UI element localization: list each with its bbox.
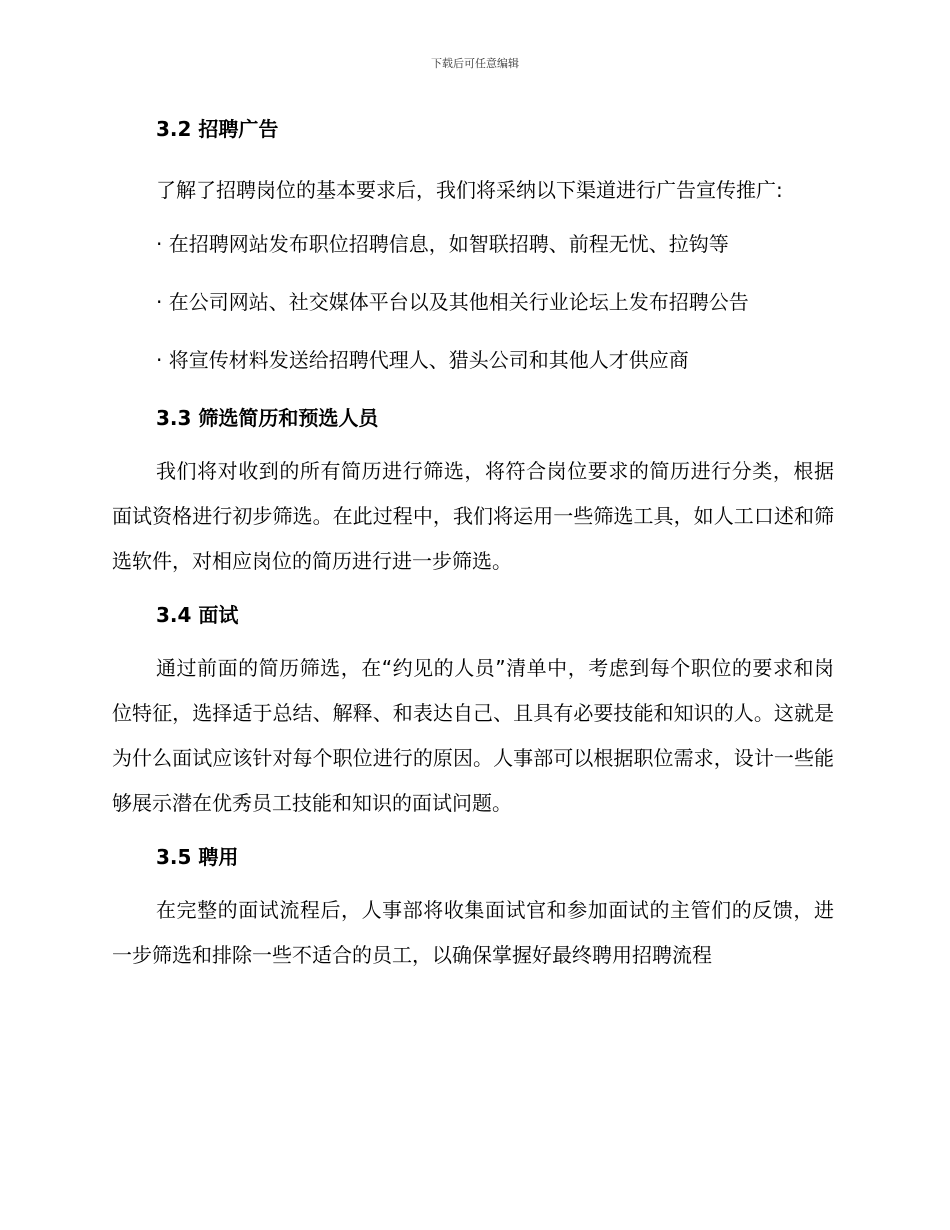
section-heading-3-2: 3.2 招聘广告: [156, 117, 279, 141]
section-3-2-intro: 了解了招聘岗位的基本要求后，我们将采纳以下渠道进行广告宣传推广:: [156, 178, 783, 202]
bullet-item-1: · 在招聘网站发布职位招聘信息，如智联招聘、前程无忧、拉钩等: [156, 232, 729, 256]
bullet-item-3: · 将宣传材料发送给招聘代理人、猎头公司和其他人才供应商: [156, 348, 689, 372]
section-heading-3-3: 3.3 筛选简历和预选人员: [156, 406, 379, 430]
bullet-item-2: · 在公司网站、社交媒体平台以及其他相关行业论坛上发布招聘公告: [156, 290, 749, 314]
section-3-5-body: 在完整的面试流程后，人事部将收集面试官和参加面试的主管们的反馈，进一步筛选和排除一些不适合的员工，以确保掌握好最终聘用招聘流程: [112, 898, 834, 967]
section-3-3-body: 我们将对收到的所有简历进行筛选，将符合岗位要求的简历进行分类，根据面试资格进行初步筛选。在此过程中，我们将运用一些筛选工具，如人工口述和筛选软件，对相应岗位的简历进行进一步筛选。: [112, 459, 834, 573]
section-heading-3-4: 3.4 面试: [156, 603, 239, 627]
section-3-4-body: 通过前面的简历筛选，在“约见的人员”清单中，考虑到每个职位的要求和岗位特征，选择适于总结、解释、和表达自己、且具有必要技能和知识的人。这就是为什么面试应该针对每个职位进行的原因。人事部可以根据职位需求，设计一些能够展示潜在优秀员工技能和知识的面试问题。: [112, 656, 834, 815]
document-body: [112, 112, 834, 978]
header-note: 下载后可任意编辑: [431, 57, 519, 70]
section-heading-3-5: 3.5 聘用: [156, 845, 239, 869]
